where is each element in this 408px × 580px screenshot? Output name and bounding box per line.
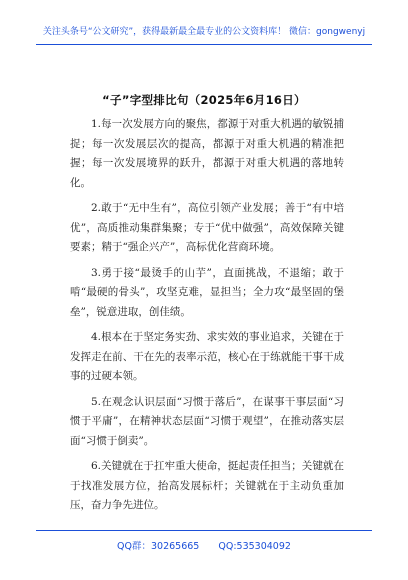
page-header: 关注头条号“公文研究”，获得最新最全最专业的公文资料库！ 微信：gongwenyj [42,27,366,37]
paragraph-4: 4.根本在于坚定务实劲、求实效的事业追求，关键在于发挥走在前、干在先的表率示范，核心在于练就能干事干成事的过硬本领。 [70,331,344,382]
paragraph-3: 3.勇于接“最烫手的山芋”，直面挑战，不退缩；敢于啃“最硬的骨头”，攻坚克难，显担当；全力攻“最坚固的堡垒”，锐意进取，创佳绩。 [70,266,344,318]
paragraph-5: 5.在观念认识层面“习惯于落后”，在谋事干事层面“习惯于平庸”，在精神状态层面“习惯于观望”，在推动落实层面“习惯于倒卖”。 [70,395,344,447]
page-footer [0,538,408,552]
footer-divider [36,530,372,531]
paragraph-1: 1.每一次发展方向的聚焦，都源于对重大机遇的敏锐捕捉；每一次发展层次的提高，都源于对重大机遇的精准把握；每一次发展境界的跃升，都源于对重大机遇的落地转化。 [70,118,344,189]
header-divider [36,44,372,45]
document-title: “子”字型排比句（2025年6月16日） [102,93,306,107]
paragraph-2: 2.敢于“无中生有”，高位引领产业发展；善于“有中培优”，高质推动集群集聚；专于“优中做强”，高效保障关键要素；精于“强企兴产”，高标优化营商环境。 [70,202,344,253]
footer-qq-group: QQ群：30265665 [117,541,200,552]
paragraph-6: 6.关键就在于扛牢重大使命，挺起责任担当；关键就在于找准发展方位，抬高发展标杆；关键就在于主动负重加压，奋力争先进位。 [70,460,344,511]
footer-qq: QQ:535304092 [218,541,291,552]
document-body [70,115,344,522]
